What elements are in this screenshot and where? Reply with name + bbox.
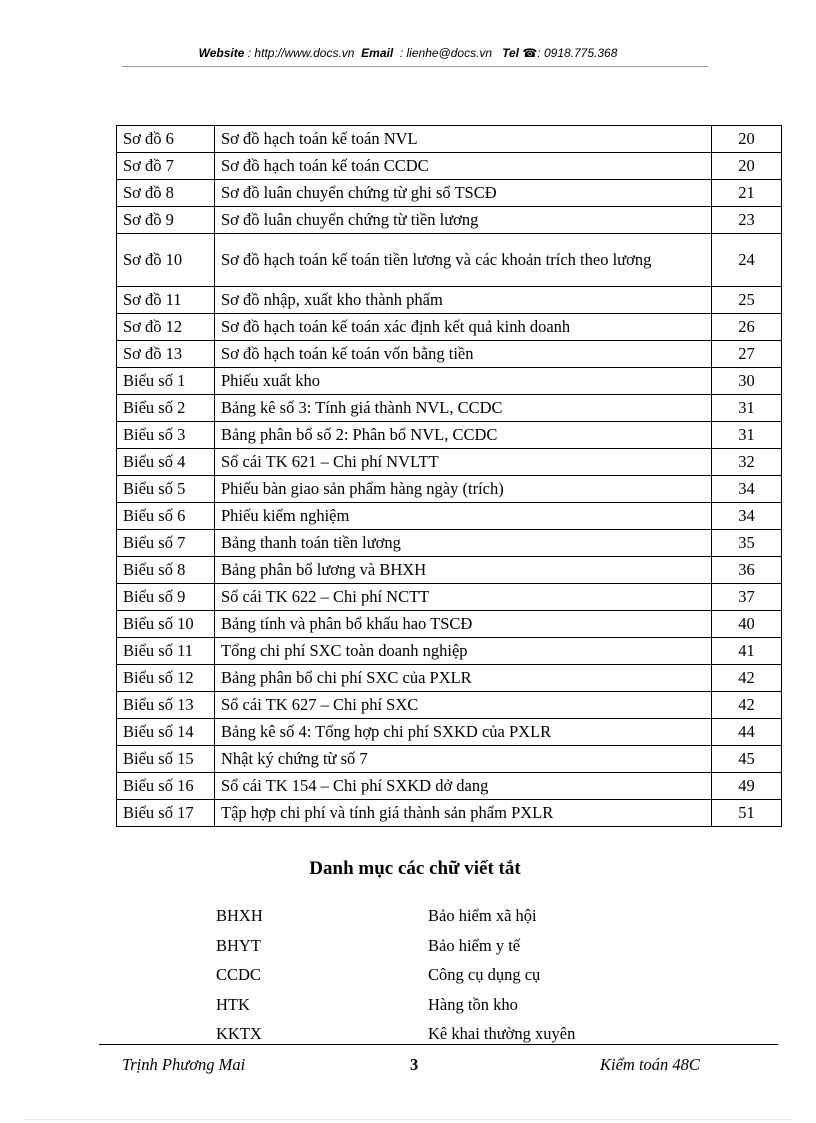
row-id-cell: Biểu số 14 xyxy=(117,719,215,746)
row-id-cell: Sơ đồ 8 xyxy=(117,180,215,207)
header-divider xyxy=(122,66,708,67)
table-row xyxy=(117,530,782,557)
row-title-cell: Bảng phân bổ số 2: Phân bổ NVL, CCDC xyxy=(215,422,712,449)
row-page-cell: 34 xyxy=(712,503,782,530)
table-row xyxy=(117,287,782,314)
row-page-cell: 20 xyxy=(712,126,782,153)
row-id-cell: Biểu số 12 xyxy=(117,665,215,692)
row-id-cell: Biểu số 1 xyxy=(117,368,215,395)
row-page-cell: 21 xyxy=(712,180,782,207)
row-title-cell: Sơ đồ hạch toán kế toán vốn bằng tiền xyxy=(215,341,712,368)
website-label: Website xyxy=(198,46,245,60)
table-row xyxy=(117,368,782,395)
row-id-cell: Biểu số 3 xyxy=(117,422,215,449)
row-id-cell: Biểu số 11 xyxy=(117,638,215,665)
table-row xyxy=(117,476,782,503)
row-id-cell: Biểu số 8 xyxy=(117,557,215,584)
row-page-cell: 34 xyxy=(712,476,782,503)
abbreviations-list xyxy=(216,906,716,1054)
tel-label: Tel xyxy=(502,46,519,60)
table-row xyxy=(117,800,782,827)
abbreviation: KKTX xyxy=(216,1024,262,1043)
abbreviation: CCDC xyxy=(216,965,261,984)
page-header xyxy=(0,46,816,60)
row-id-cell: Biểu số 16 xyxy=(117,773,215,800)
table-row xyxy=(117,153,782,180)
row-page-cell: 45 xyxy=(712,746,782,773)
abbreviation-meaning: Công cụ dụng cụ xyxy=(428,965,541,984)
list-item xyxy=(216,995,716,1025)
row-title-cell: Sổ cái TK 621 – Chi phí NVLTT xyxy=(215,449,712,476)
table-row xyxy=(117,584,782,611)
row-id-cell: Sơ đồ 11 xyxy=(117,287,215,314)
abbreviation: HTK xyxy=(216,994,250,1014)
row-id-cell: Biểu số 2 xyxy=(117,395,215,422)
table-row xyxy=(117,422,782,449)
page-bottom-dots xyxy=(25,1119,791,1120)
abbreviation-meaning: Bảo hiểm xã hội xyxy=(428,906,537,925)
row-page-cell: 24 xyxy=(712,234,782,287)
table-row xyxy=(117,719,782,746)
table-row xyxy=(117,557,782,584)
row-id-cell: Sơ đồ 6 xyxy=(117,126,215,153)
abbreviation: BHXH xyxy=(216,906,263,925)
row-id-cell: Sơ đồ 13 xyxy=(117,341,215,368)
row-id-cell: Biểu số 6 xyxy=(117,503,215,530)
row-title-cell: Sơ đồ hạch toán kế toán tiền lương và các khoản trích theo lương xyxy=(215,234,712,287)
row-page-cell: 32 xyxy=(712,449,782,476)
figure-index-table xyxy=(116,125,782,827)
abbreviation-meaning: Bảo hiểm y tế xyxy=(428,935,521,955)
row-title-cell: Bảng thanh toán tiền lương xyxy=(215,530,712,557)
row-page-cell: 42 xyxy=(712,665,782,692)
row-page-cell: 40 xyxy=(712,611,782,638)
row-page-cell: 26 xyxy=(712,314,782,341)
row-id-cell: Biểu số 4 xyxy=(117,449,215,476)
table-row xyxy=(117,341,782,368)
row-title-cell: Sơ đồ luân chuyển chứng từ tiền lương xyxy=(215,207,712,234)
row-id-cell: Biểu số 17 xyxy=(117,800,215,827)
table-row xyxy=(117,207,782,234)
row-id-cell: Biểu số 15 xyxy=(117,746,215,773)
row-title-cell: Tập hợp chi phí và tính giá thành sản phẩm PXLR xyxy=(215,800,712,827)
row-page-cell: 23 xyxy=(712,207,782,234)
email-label: Email xyxy=(361,46,394,60)
row-title-cell: Phiếu xuất kho xyxy=(215,368,712,395)
table-row xyxy=(117,314,782,341)
table-row xyxy=(117,503,782,530)
row-id-cell: Biểu số 13 xyxy=(117,692,215,719)
table-row xyxy=(117,449,782,476)
row-page-cell: 35 xyxy=(712,530,782,557)
phone-icon: ☎ xyxy=(522,46,538,60)
row-id-cell: Sơ đồ 10 xyxy=(117,234,215,287)
row-title-cell: Sổ cái TK 622 – Chi phí NCTT xyxy=(215,584,712,611)
email-value[interactable]: : lienhe@docs.vn xyxy=(399,46,493,60)
table-row xyxy=(117,395,782,422)
footer-divider xyxy=(99,1044,778,1045)
website-value[interactable]: : http://www.docs.vn xyxy=(247,46,355,60)
table-row xyxy=(117,692,782,719)
row-page-cell: 25 xyxy=(712,287,782,314)
list-item xyxy=(216,1024,716,1054)
footer-class: Kiểm toán 48C xyxy=(600,1055,700,1074)
row-title-cell: Bảng phân bổ chi phí SXC của PXLR xyxy=(215,665,712,692)
table-row xyxy=(117,746,782,773)
row-id-cell: Biểu số 9 xyxy=(117,584,215,611)
row-page-cell: 20 xyxy=(712,153,782,180)
table-row xyxy=(117,638,782,665)
row-title-cell: Phiếu bàn giao sản phẩm hàng ngày (trích) xyxy=(215,476,712,503)
row-id-cell: Sơ đồ 12 xyxy=(117,314,215,341)
row-title-cell: Sơ đồ hạch toán kế toán CCDC xyxy=(215,153,712,180)
table-row xyxy=(117,234,782,287)
row-title-cell: Bảng kê số 4: Tổng hợp chi phí SXKD của PXLR xyxy=(215,719,712,746)
list-item xyxy=(216,936,716,966)
row-title-cell: Sổ cái TK 627 – Chi phí SXC xyxy=(215,692,712,719)
row-page-cell: 41 xyxy=(712,638,782,665)
row-id-cell: Biểu số 10 xyxy=(117,611,215,638)
row-page-cell: 27 xyxy=(712,341,782,368)
list-item xyxy=(216,906,716,936)
row-page-cell: 44 xyxy=(712,719,782,746)
tel-value: : 0918.775.368 xyxy=(537,46,618,60)
abbreviation: BHYT xyxy=(216,935,261,955)
footer-page-number: 3 xyxy=(410,1055,419,1074)
row-title-cell: Phiếu kiểm nghiệm xyxy=(215,503,712,530)
row-page-cell: 51 xyxy=(712,800,782,827)
row-title-cell: Nhật ký chứng từ số 7 xyxy=(215,746,712,773)
row-title-cell: Bảng tính và phân bổ khấu hao TSCĐ xyxy=(215,611,712,638)
row-title-cell: Sổ cái TK 154 – Chi phí SXKD dở dang xyxy=(215,773,712,800)
table-row xyxy=(117,665,782,692)
abbreviation-meaning: Hàng tồn kho xyxy=(428,994,518,1014)
row-title-cell: Sơ đồ nhập, xuất kho thành phẩm xyxy=(215,287,712,314)
row-id-cell: Sơ đồ 7 xyxy=(117,153,215,180)
row-title-cell: Sơ đồ hạch toán kế toán xác định kết quả kinh doanh xyxy=(215,314,712,341)
abbreviation-meaning: Kê khai thường xuyên xyxy=(428,1024,576,1043)
row-page-cell: 49 xyxy=(712,773,782,800)
row-id-cell: Sơ đồ 9 xyxy=(117,207,215,234)
list-item xyxy=(216,965,716,995)
row-page-cell: 31 xyxy=(712,422,782,449)
table-row xyxy=(117,180,782,207)
table-row xyxy=(117,611,782,638)
row-page-cell: 36 xyxy=(712,557,782,584)
row-id-cell: Biểu số 5 xyxy=(117,476,215,503)
footer-author: Trịnh Phương Mai xyxy=(122,1055,246,1074)
row-page-cell: 42 xyxy=(712,692,782,719)
row-page-cell: 37 xyxy=(712,584,782,611)
row-page-cell: 31 xyxy=(712,395,782,422)
row-title-cell: Sơ đồ hạch toán kế toán NVL xyxy=(215,126,712,153)
row-title-cell: Bảng phân bổ lương và BHXH xyxy=(215,557,712,584)
table-row xyxy=(117,126,782,153)
abbreviations-title: Danh mục các chữ viết tắt xyxy=(309,858,521,879)
table-row xyxy=(117,773,782,800)
row-id-cell: Biểu số 7 xyxy=(117,530,215,557)
row-title-cell: Tổng chi phí SXC toàn doanh nghiệp xyxy=(215,638,712,665)
row-title-cell: Sơ đồ luân chuyển chứng từ ghi sổ TSCĐ xyxy=(215,180,712,207)
row-title-cell: Bảng kê số 3: Tính giá thành NVL, CCDC xyxy=(215,395,712,422)
row-page-cell: 30 xyxy=(712,368,782,395)
